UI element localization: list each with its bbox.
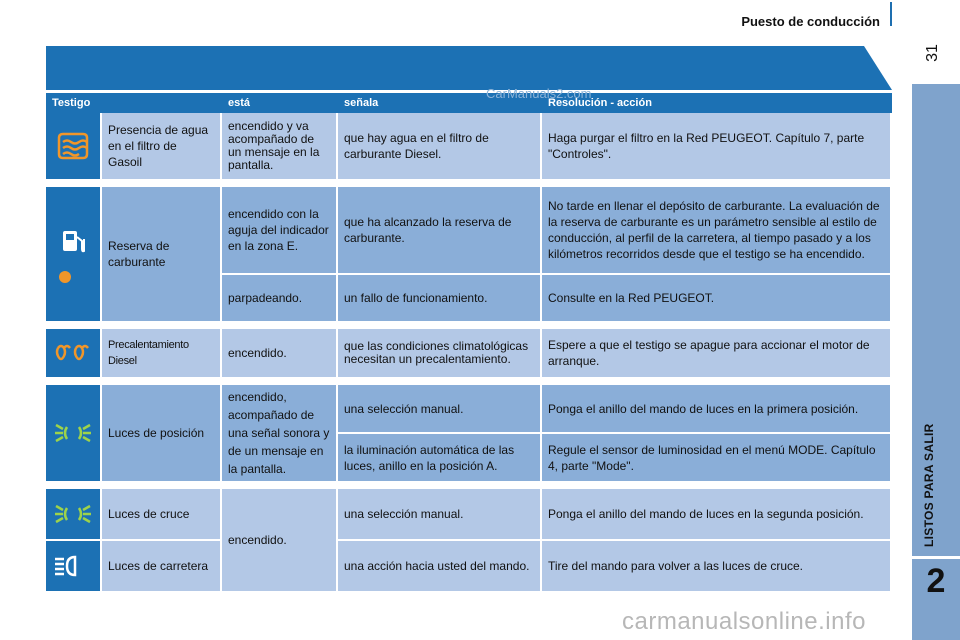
esta-cell: parpadeando. <box>222 275 338 323</box>
accion-cell: Ponga el anillo del mando de luces en la primera posición. <box>542 385 892 434</box>
senala-cell: una selección manual. <box>338 489 542 541</box>
section-title: Puesto de conducción <box>741 14 880 29</box>
page-number: 31 <box>924 44 941 62</box>
senala-cell: la iluminación automática de las luces, anillo en la posición A. <box>338 434 542 483</box>
accion-cell: No tarde en llenar el depósito de carburante. La evaluación de la reserva de carburante es un parámetro sensible al estilo de conducción, al perfil de la carretera, al tiempo pasado y a los kilómetros recorridos desde que el testigo se ha encendido. <box>542 187 892 275</box>
testigo-cell: Precalentamiento Diesel <box>102 329 222 379</box>
esta-cell: encendido. <box>222 329 338 379</box>
main-beam-icon <box>46 541 102 593</box>
watermark-top: CarManuals2.com <box>486 86 592 101</box>
table-row <box>46 329 892 379</box>
esta-cell: encendido con la aguja del indicador en la zona E. <box>222 187 338 275</box>
senala-cell: que hay agua en el filtro de carburante Diesel. <box>338 113 542 181</box>
senala-cell: que las condiciones climatológicas necesitan un precalentamiento. <box>338 329 542 379</box>
table-row <box>46 187 892 275</box>
table-header-row <box>46 93 892 113</box>
senala-cell: que ha alcanzado la reserva de carburante. <box>338 187 542 275</box>
header-testigo: Testigo <box>46 93 222 113</box>
esta-cell: encendido, acompañado de una señal sonora y de un mensaje en la pantalla. <box>222 385 338 483</box>
testigo-cell: Luces de cruce <box>102 489 222 541</box>
table-row <box>46 489 892 541</box>
dipped-beam-icon <box>46 489 102 541</box>
testigo-cell: Luces de posición <box>102 385 222 483</box>
senala-cell: una selección manual. <box>338 385 542 434</box>
accion-cell: Haga purgar el filtro en la Red PEUGEOT. Capítulo 7, parte "Controles". <box>542 113 892 181</box>
table-banner <box>46 46 892 90</box>
fuel-pump-icon <box>46 187 102 323</box>
header-rule <box>890 2 892 26</box>
accion-cell: Regule el sensor de luminosidad en el menú MODE. Capítulo 4, parte "Mode". <box>542 434 892 483</box>
table-row <box>46 541 892 593</box>
senala-cell: un fallo de funcionamiento. <box>338 275 542 323</box>
senala-cell: una acción hacia usted del mando. <box>338 541 542 593</box>
accion-cell: Ponga el anillo del mando de luces en la segunda posición. <box>542 489 892 541</box>
accion-cell: Espere a que el testigo se apague para accionar el motor de arranque. <box>542 329 892 379</box>
accion-cell: Consulte en la Red PEUGEOT. <box>542 275 892 323</box>
watermark-bottom: carmanualsonline.info <box>622 608 866 635</box>
header-esta: está <box>222 93 338 113</box>
water-in-fuel-icon <box>46 113 102 181</box>
glow-plug-icon <box>46 329 102 379</box>
warning-lights-table <box>46 93 892 593</box>
table-row <box>46 113 892 181</box>
testigo-cell: Reserva de carburante <box>102 187 222 323</box>
position-lights-icon <box>46 385 102 483</box>
accion-cell: Tire del mando para volver a las luces de cruce. <box>542 541 892 593</box>
testigo-cell: Presencia de agua en el filtro de Gasoil <box>102 113 222 181</box>
side-divider <box>912 556 960 559</box>
chapter-label: LISTOS PARA SALIR <box>922 423 936 547</box>
esta-cell: encendido y va acompañado de un mensaje en la pantalla. <box>222 113 338 181</box>
header-senala: señala <box>338 93 542 113</box>
header-accion: Resolución - acción <box>542 93 892 113</box>
table-row <box>46 385 892 434</box>
esta-cell: encendido. <box>222 489 338 593</box>
chapter-number: 2 <box>926 562 946 600</box>
testigo-cell: Luces de carretera <box>102 541 222 593</box>
